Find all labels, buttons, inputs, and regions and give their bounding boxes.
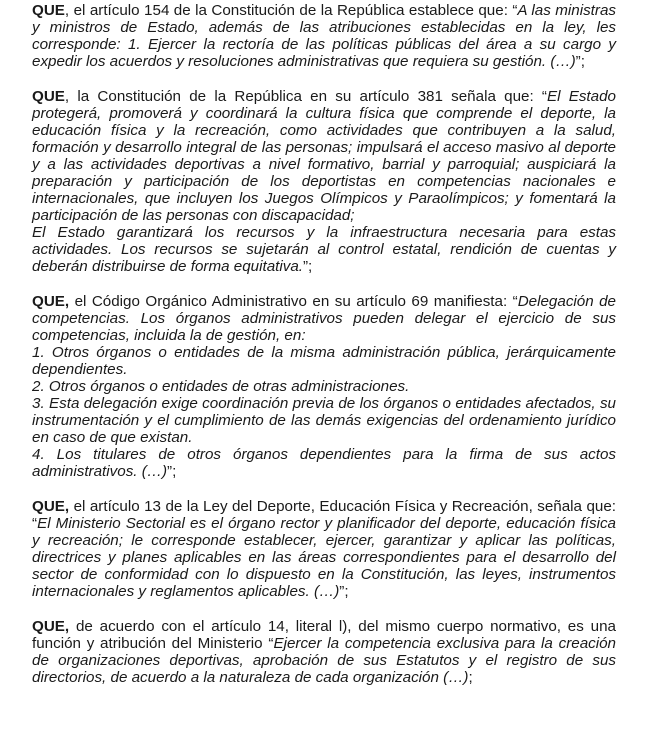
paragraph-text-continued (32, 224, 616, 275)
considerando-1 (32, 2, 616, 70)
closing-text: ”; (339, 583, 349, 600)
quoted-text: Ejercer la competencia exclusiva para la creación de organizaciones deportivas, aprobación de sus Estatutos y el registro de sus directorios, de acuerdo a la naturaleza de cada organización (…) (32, 635, 616, 686)
list-item: 1. Otros órganos o entidades de la misma administración pública, jerárquicamente dependientes. (32, 344, 616, 378)
document-page (32, 2, 616, 704)
que-label: QUE (32, 88, 65, 105)
quoted-text: El Estado garantizará los recursos y la infraestructura necesaria para estas actividades. Los recursos se sujetarán al control estatal, rendición de cuentas y deberán distribuirse de forma equitativa. (32, 224, 616, 275)
quoted-text: El Ministerio Sectorial es el órgano rector y planificador del deporte, educación física y recreación; le corresponde establecer, ejercer, garantizar y aplicar las políticas, directrices y planes aplicables en las áreas correspondientes para el desarrollo del sector de conformidad con lo dispuesto en la Constitución, las leyes, instrumentos internacionales y reglamentos aplicables. (…) (32, 515, 616, 600)
list-item: 3. Esta delegación exige coordinación previa de los órganos o entidades afectados, su instrumentación y el cumplimiento de las demás exigencias del ordenamiento jurídico en caso de que existan. (32, 395, 616, 446)
closing-text: ; (468, 669, 473, 686)
closing-text: ”; (575, 53, 585, 70)
intro-text: , el artículo 154 de la Constitución de la República establece que: “ (64, 2, 518, 19)
quoted-text: Delegación de competencias. Los órganos administrativos pueden delegar el ejercicio de sus competencias, incluida la de gestión, en: (32, 293, 616, 344)
paragraph-text (32, 2, 616, 70)
paragraph-text (32, 498, 616, 600)
closing-text: ”; (167, 463, 177, 480)
considerando-3 (32, 293, 616, 480)
intro-text: el Código Orgánico Administrativo en su artículo 69 manifiesta: “ (69, 293, 518, 310)
quoted-text: El Estado protegerá, promoverá y coordinará la cultura física que comprende el deporte, la educación física y la recreación, como actividades que contribuyen a la salud, formación y desarrollo integral de las personas; impulsará el acceso masivo al deporte y a las actividades deportivas a nivel formativo, barrial y parroquial; auspiciará la preparación y participación de los deportistas en competencias nacionales e internacionales, que incluyen los Juegos Olímpicos y Paraolímpicos; y fomentará la participación de las personas con discapacidad; (32, 88, 616, 224)
quoted-text: 4. Los titulares de otros órganos dependientes para la firma de sus actos administrativos. (…) (32, 446, 616, 480)
intro-text: , la Constitución de la República en su artículo 381 señala que: “ (64, 88, 547, 105)
paragraph-text (32, 618, 616, 686)
quoted-text: A las ministras y ministros de Estado, además de las atribuciones establecidas en la ley, les corresponde: 1. Ejercer la rectoría de las políticas públicas del área a su cargo y expedir los acuerdos y resoluciones administrativas que requiera su gestión. (…) (32, 2, 616, 70)
considerando-5 (32, 618, 616, 686)
considerando-4 (32, 498, 616, 600)
paragraph-text (32, 293, 616, 344)
considerando-2 (32, 88, 616, 275)
que-label: QUE (32, 2, 65, 19)
closing-text: ”; (303, 258, 313, 275)
intro-text: de acuerdo con el artículo 14, literal l), del mismo cuerpo normativo, es una función y atribución del Ministerio “ (32, 618, 616, 652)
que-label: QUE, (32, 498, 70, 515)
intro-text: el artículo 13 de la Ley del Deporte, Educación Física y Recreación, señala que: “ (32, 498, 616, 532)
list-item-last (32, 446, 616, 480)
list-item: 2. Otros órganos o entidades de otras administraciones. (32, 378, 410, 395)
que-label: QUE, (32, 293, 70, 310)
que-label: QUE, (32, 618, 70, 635)
paragraph-text (32, 88, 616, 224)
